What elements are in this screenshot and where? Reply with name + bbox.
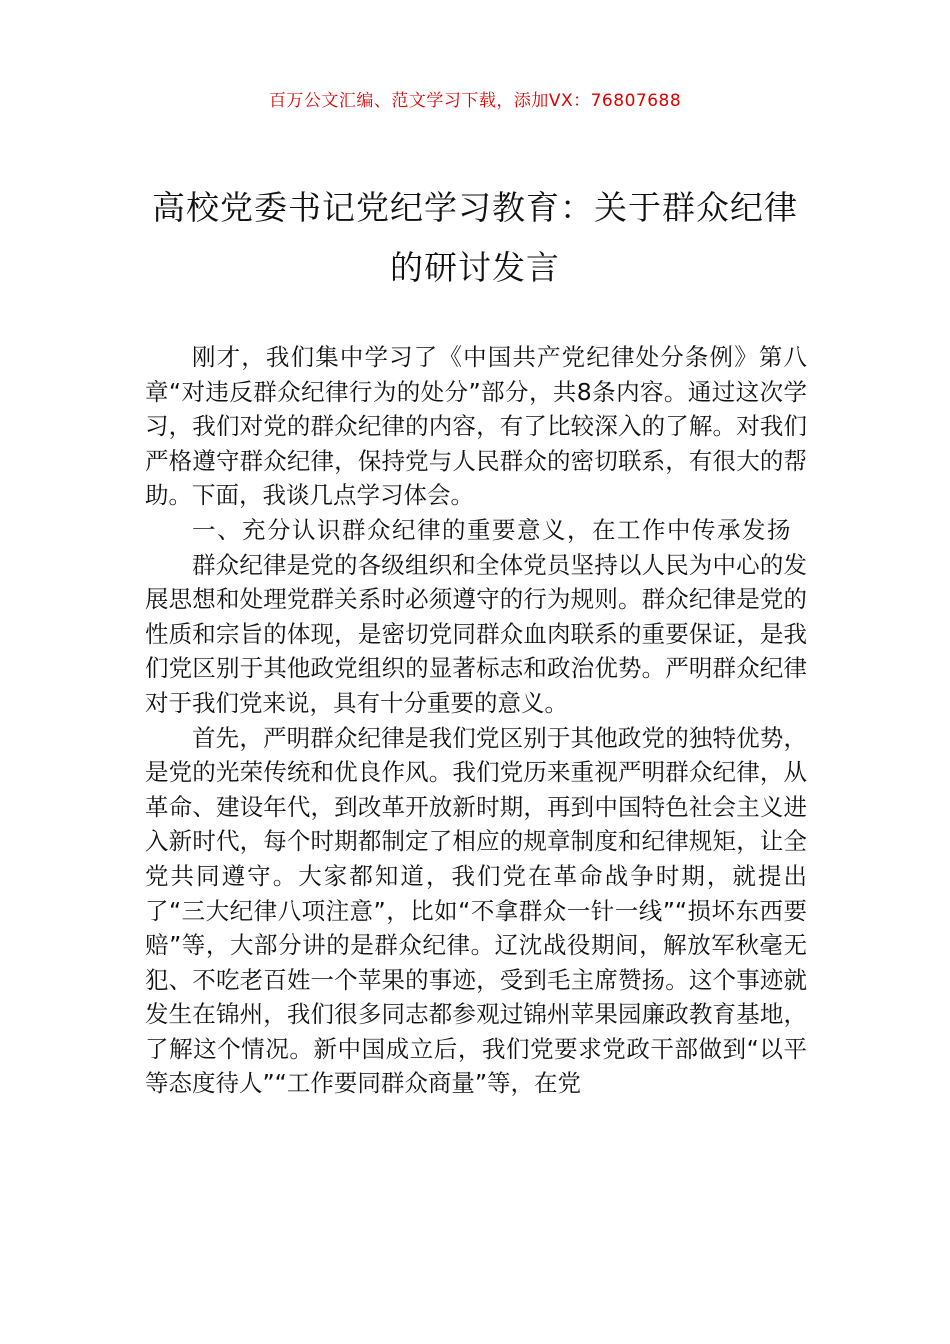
paragraph-first-point: 首先，严明群众纪律是我们党区别于其他政党的独特优势，是党的光荣传统和优良作风。我们党历来重视严明群众纪律，从革命、建设年代，到改革开放新时期，再到中国特色社会主义进入新时代，每个时期都制定了相应的规章制度和纪律规矩，让全党共同遵守。大家都知道，我们党在革命战争时期，就提出了“三大纪律八项注意”，比如“不拿群众一针一线”“损坏东西要赔”等，大部分讲的是群众纪律。辽沈战役期间，解放军秋毫无犯、不吃老百姓一个苹果的事迹，受到毛主席赞扬。这个事迹就发生在锦州，我们很多同志都参观过锦州苹果园廉政教育基地，了解这个情况。新中国成立后，我们党要求党政干部做到“以平等态度待人”“工作要同群众商量”等，在党 [145, 723, 807, 1098]
section-heading-1: 一、充分认识群众纪律的重要意义，在工作中传承发扬 [192, 515, 792, 544]
paragraph-definition: 群众纪律是党的各级组织和全体党员坚持以人民为中心的发展思想和处理党群关系时必须遵守的行为规则。群众纪律是党的性质和宗旨的体现，是密切党同群众血肉联系的重要保证，是我们党区别于其他政党组织的显著标志和政治优势。严明群众纪律对于我们党来说，具有十分重要的意义。 [145, 550, 807, 717]
page-title: 高校党委书记党纪学习教育：关于群众纪律的研讨发言 [152, 188, 798, 287]
document-body [145, 340, 807, 1101]
header-watermark-note: 百万公文汇编、范文学习下载，添加VX：76807688 [268, 91, 682, 111]
paragraph-intro: 刚才，我们集中学习了《中国共产党纪律处分条例》第八章“对违反群众纪律行为的处分”部分，共8条内容。通过这次学习，我们对党的群众纪律的内容，有了比较深入的了解。对我们严格遵守群众纪律，保持党与人民群众的密切联系，有很大的帮助。下面，我谈几点学习体会。 [145, 343, 807, 510]
